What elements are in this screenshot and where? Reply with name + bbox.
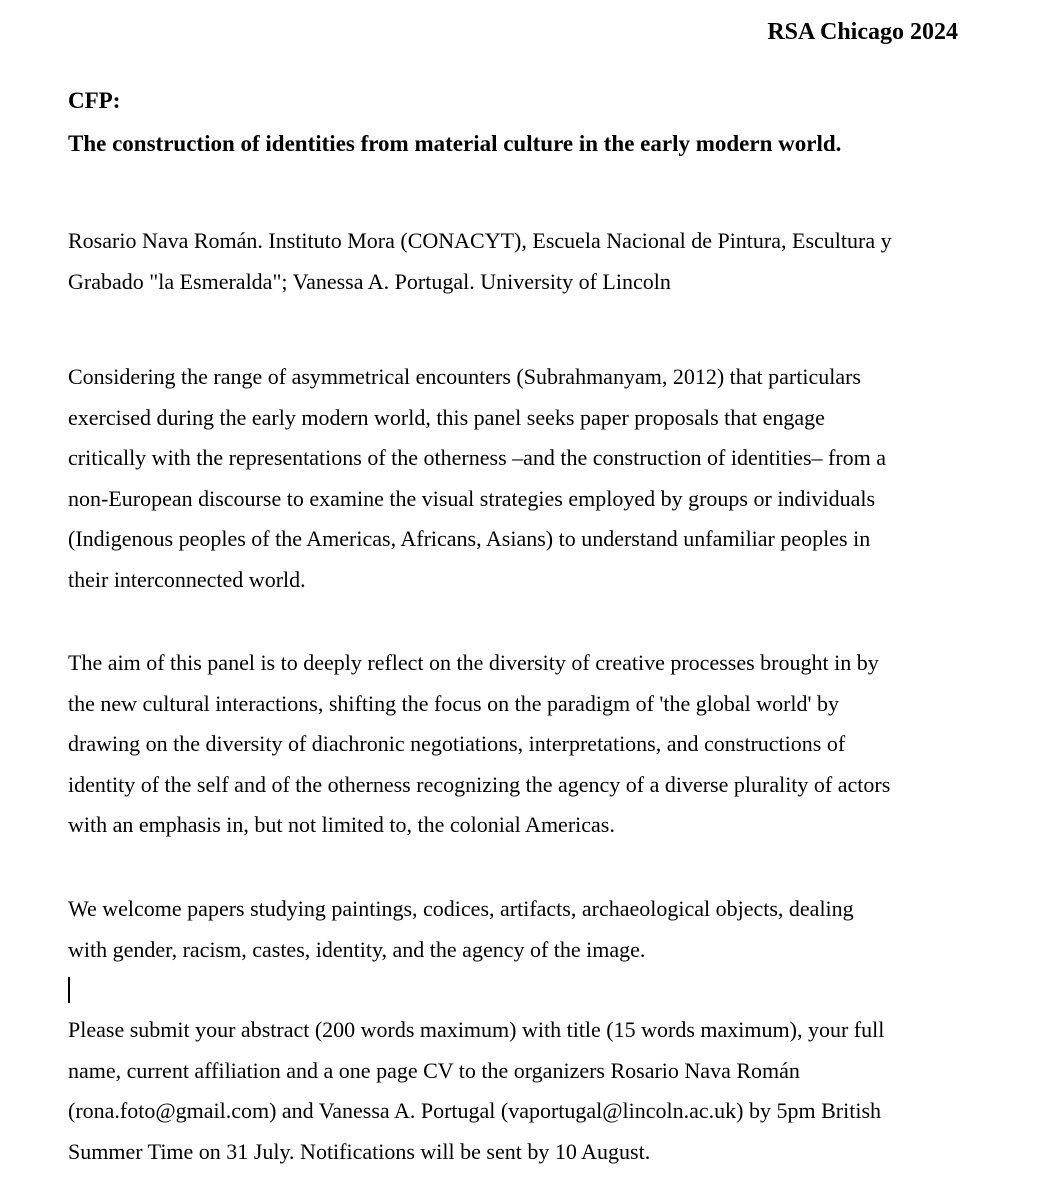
paragraph-line: Please submit your abstract (200 words maximum) with title (15 words maximum), your full [68, 1017, 885, 1042]
event-header: RSA Chicago 2024 [767, 19, 958, 45]
paragraph-line: with an emphasis in, but not limited to, the colonial Americas. [68, 812, 615, 838]
paragraph-submission [68, 1010, 973, 1172]
paragraph-line: (Indigenous peoples of the Americas, Africans, Asians) to understand unfamiliar peoples in [68, 526, 871, 552]
paragraph-line: critically with the representations of the otherness –and the construction of identities– from a [68, 445, 887, 471]
paragraph-line: the new cultural interactions, shifting the focus on the paradigm of 'the global world' by [68, 690, 840, 716]
authors-line: Grabado "la Esmeralda"; Vanessa A. Portugal. University of Lincoln [68, 268, 671, 294]
paragraph-line: their interconnected world. [68, 566, 306, 592]
paragraph-line: Summer Time on 31 July. Notifications will be sent by 10 August. [68, 1138, 651, 1164]
paragraph-line: We welcome papers studying paintings, codices, artifacts, archaeological objects, dealing [68, 896, 854, 921]
paragraph-line: The aim of this panel is to deeply reflect on the diversity of creative processes brought in by [68, 650, 879, 675]
text-cursor [68, 977, 70, 1003]
paragraph-line: name, current affiliation and a one page CV to the organizers Rosario Nava Román [68, 1057, 800, 1083]
paragraph-aim [68, 643, 973, 846]
cfp-title: The construction of identities from material culture in the early modern world. [68, 131, 842, 156]
paragraph-line: with gender, racism, castes, identity, and the agency of the image. [68, 936, 646, 962]
paragraph-line: non-European discourse to examine the visual strategies employed by groups or individuals [68, 485, 876, 511]
authors-line: Rosario Nava Román. Instituto Mora (CONACYT), Escuela Nacional de Pintura, Escultura y [68, 228, 892, 253]
paragraph-line: (rona.foto@gmail.com) and Vanessa A. Portugal (vaportugal@lincoln.ac.uk) by 5pm British [68, 1098, 882, 1124]
paragraph-line: exercised during the early modern world, this panel seeks paper proposals that engage [68, 404, 825, 430]
authors-affiliations [68, 221, 973, 302]
paragraph-line: identity of the self and of the otherness recognizing the agency of a diverse plurality of actors [68, 771, 891, 797]
cfp-label: CFP: [68, 88, 121, 113]
paragraph-welcome [68, 889, 973, 970]
paragraph-line: Considering the range of asymmetrical encounters (Subrahmanyam, 2012) that particulars [68, 364, 861, 389]
paragraph-encounters [68, 357, 973, 601]
paragraph-line: drawing on the diversity of diachronic negotiations, interpretations, and constructions of [68, 731, 846, 757]
